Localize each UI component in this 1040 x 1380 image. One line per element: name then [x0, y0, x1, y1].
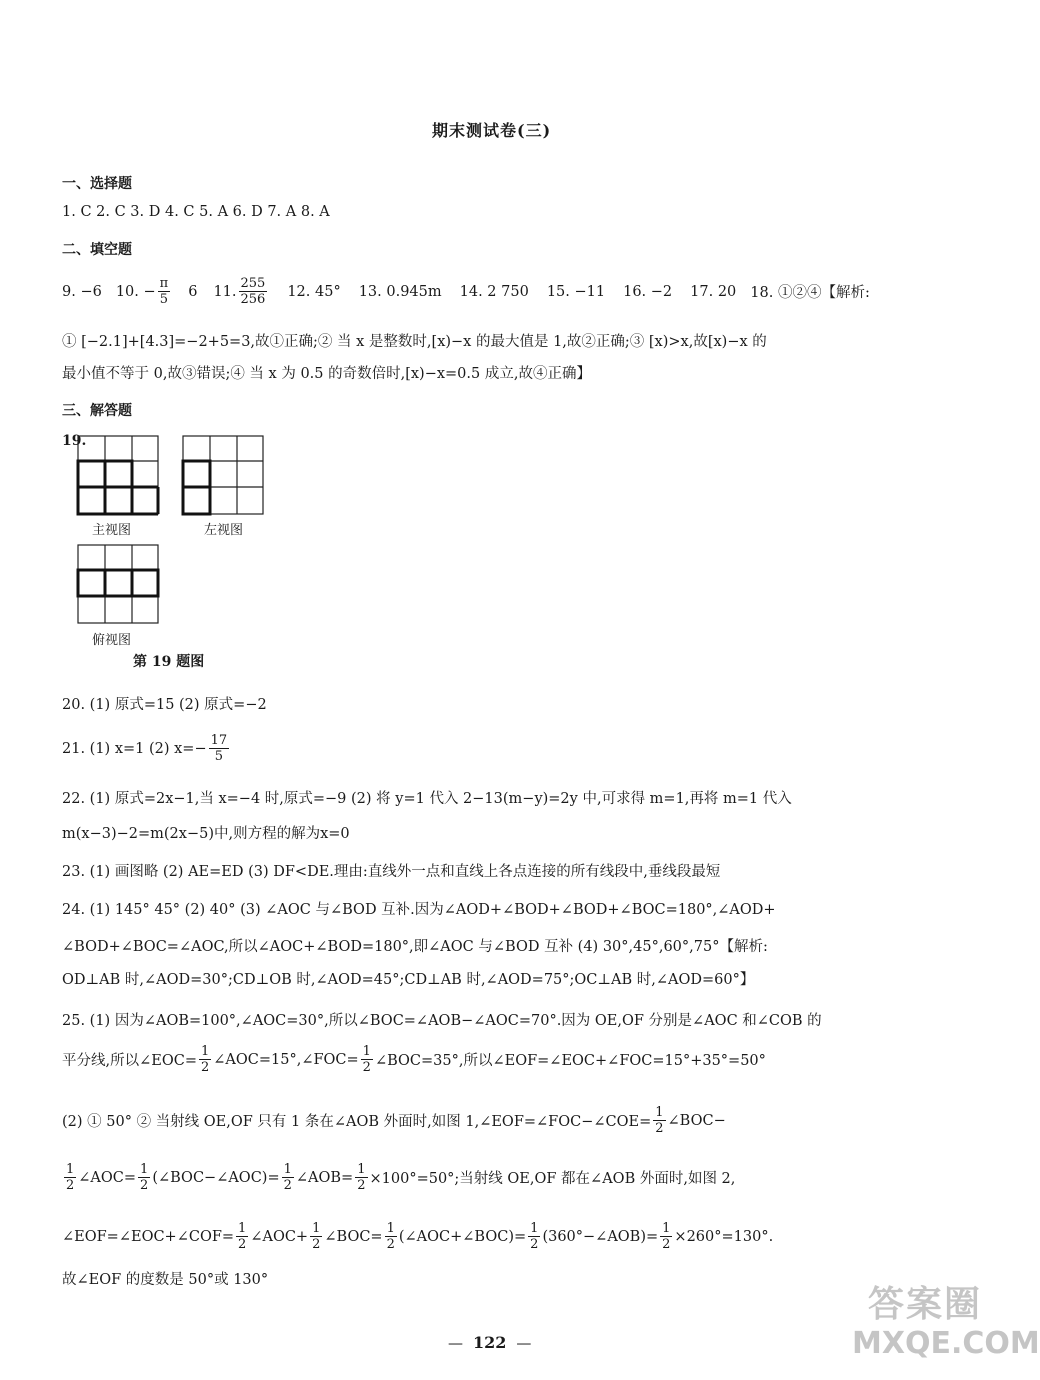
- q25-line-2: [62, 1044, 766, 1075]
- fraction-denominator: 2: [662, 1237, 671, 1252]
- fraction-numerator: π: [159, 276, 169, 291]
- front-view-grid: [77, 435, 161, 515]
- half-fraction: [310, 1221, 322, 1252]
- q20-answer: 20. (1) 原式=15 (2) 原式=−2: [62, 697, 267, 713]
- fill-q17: 17. 20: [690, 283, 737, 300]
- half-fraction: [138, 1162, 150, 1193]
- fill-q12: 12. 45°: [287, 283, 341, 300]
- q24-line-3: OD⊥AB 时,∠AOD=30°;CD⊥OB 时,∠AOD=45°;CD⊥AB 时,∠AOD=75°;OC⊥AB 时,∠AOD=60°】: [62, 972, 755, 988]
- fill-q16: 16. −2: [623, 283, 673, 300]
- page-footer: [448, 1333, 531, 1352]
- fill-q18: 18. ①②④【解析:: [750, 285, 870, 301]
- fraction-denominator: 2: [66, 1178, 75, 1193]
- fraction-numerator: 1: [66, 1162, 75, 1177]
- fraction-denominator: 2: [312, 1237, 321, 1252]
- q24-line-1: 24. (1) 145° 45° (2) 40° (3) ∠AOC 与∠BOD 互补.因为∠AOD+∠BOD+∠BOD+∠BOC=180°,∠AOD+: [62, 902, 776, 918]
- q22-line-1: 22. (1) 原式=2x−1,当 x=−4 时,原式=−9 (2) 将 y=1 代入 2−13(m−y)=2y 中,可求得 m=1,再将 m=1 代入: [62, 791, 792, 807]
- q21-fraction: [209, 733, 230, 764]
- q25-l5-text-b: ∠AOC+: [250, 1228, 309, 1245]
- q25-l5-text-f: ×260°=130°.: [674, 1228, 774, 1245]
- half-fraction: [64, 1162, 76, 1193]
- fraction-denominator: 2: [283, 1178, 292, 1193]
- q25-line-5: [62, 1221, 773, 1252]
- half-fraction: [199, 1044, 211, 1075]
- fraction-denominator: 2: [140, 1178, 149, 1193]
- fraction-numerator: 1: [362, 1044, 371, 1059]
- fill-analysis-line-2: ① [−2.1]+[4.3]=−2+5=3,故①正确;② 当 x 是整数时,[x)−x 的最大值是 1,故②正确;③ [x)>x,故[x)−x 的: [62, 334, 767, 350]
- q24-line-2: ∠BOD+∠BOC=∠AOC,所以∠AOC+∠BOD=180°,即∠AOC 与∠BOD 互补 (4) 30°,45°,60°,75°【解析:: [62, 939, 768, 955]
- q25-line-1: 25. (1) 因为∠AOB=100°,∠AOC=30°,所以∠BOC=∠AOB−∠AOC=70°.因为 OE,OF 分别是∠AOC 和∠COB 的: [62, 1013, 822, 1029]
- half-fraction: [528, 1221, 540, 1252]
- fraction-numerator: 1: [283, 1162, 292, 1177]
- fill-answers-line-1: [62, 276, 870, 307]
- fraction-denominator: 5: [214, 749, 224, 764]
- front-view-caption: 主视图: [92, 523, 132, 538]
- q21-answer: [62, 733, 231, 764]
- fraction-numerator: 255: [240, 276, 266, 291]
- fill-q11: 11.: [213, 283, 237, 300]
- fraction-numerator: 1: [386, 1221, 395, 1236]
- fill-q11-fraction: [239, 276, 268, 307]
- fraction-numerator: 1: [200, 1044, 210, 1059]
- left-view-grid: [182, 435, 266, 515]
- page-title: 期末测试卷(三): [432, 121, 552, 140]
- fraction-denominator: 2: [655, 1121, 664, 1136]
- q25-l3-text-b: ∠BOC−: [667, 1112, 726, 1129]
- fill-analysis-line-3: 最小值不等于 0,故③错误;④ 当 x 为 0.5 的奇数倍时,[x)−x=0.5 成立,故④正确】: [62, 366, 591, 382]
- page-dash-left: —: [448, 1333, 463, 1352]
- fraction-denominator: 2: [200, 1060, 210, 1075]
- q25-line-4: [62, 1162, 735, 1193]
- fraction-numerator: 1: [312, 1221, 321, 1236]
- q23-answer: 23. (1) 画图略 (2) AE=ED (3) DF<DE.理由:直线外一点和直线上各点连接的所有线段中,垂线段最短: [62, 864, 721, 880]
- section-solve-heading: 三、解答题: [62, 403, 132, 419]
- q22-line-2: m(x−3)−2=m(2x−5)中,则方程的解为x=0: [62, 826, 350, 842]
- fraction-numerator: 1: [530, 1221, 539, 1236]
- half-fraction: [385, 1221, 397, 1252]
- section-fill-heading: 二、填空题: [62, 242, 132, 258]
- page-dash-right: —: [516, 1333, 532, 1352]
- half-fraction: [236, 1221, 248, 1252]
- watermark-logo: 答案圈: [868, 1284, 983, 1325]
- q25-l2-text-b: ∠AOC=15°,∠FOC=: [213, 1051, 359, 1068]
- fill-q10-second: 6: [188, 283, 198, 300]
- fraction-numerator: 1: [140, 1162, 149, 1177]
- fraction-denominator: 2: [530, 1237, 539, 1252]
- section-choice-heading: 一、选择题: [62, 176, 132, 192]
- fraction-denominator: 256: [240, 292, 266, 307]
- q19-figure-caption: 第 19 题图: [133, 654, 205, 670]
- fraction-numerator: 1: [238, 1221, 247, 1236]
- choice-answers: 1. C 2. C 3. D 4. C 5. A 6. D 7. A 8. A: [62, 204, 330, 220]
- q25-l4-text-d: ×100°=50°;当射线 OE,OF 都在∠AOB 外面时,如图 2,: [369, 1171, 736, 1187]
- fraction-numerator: 17: [210, 733, 228, 748]
- half-fraction: [361, 1044, 373, 1075]
- fill-q10-fraction: [158, 276, 171, 307]
- fraction-numerator: 1: [655, 1105, 664, 1120]
- fraction-denominator: 2: [362, 1060, 371, 1075]
- q25-l5-text-d: (∠AOC+∠BOC)=: [398, 1228, 527, 1245]
- top-view-grid: [77, 544, 161, 624]
- fraction-denominator: 2: [386, 1237, 395, 1252]
- q25-l5-text-a: ∠EOF=∠EOC+∠COF=: [62, 1228, 235, 1245]
- left-view-caption: 左视图: [204, 523, 244, 538]
- fraction-denominator: 2: [238, 1237, 247, 1252]
- fraction-denominator: 5: [159, 292, 169, 307]
- half-fraction: [355, 1162, 367, 1193]
- fraction-numerator: 1: [357, 1162, 366, 1177]
- fraction-denominator: 2: [357, 1178, 366, 1193]
- half-fraction: [282, 1162, 294, 1193]
- top-view-caption: 俯视图: [92, 633, 132, 648]
- fill-q10: 10. −: [115, 283, 156, 300]
- fill-q9: 9. −6: [62, 283, 102, 300]
- q25-l3-text-a: (2) ① 50° ② 当射线 OE,OF 只有 1 条在∠AOB 外面时,如图 1,∠EOF=∠FOC−∠COE=: [62, 1114, 652, 1130]
- watermark-url: MXQE.COM: [852, 1326, 1040, 1361]
- q25-l4-text-a: ∠AOC=: [78, 1169, 137, 1186]
- q25-l2-text-a: 平分线,所以∠EOC=: [62, 1053, 197, 1069]
- fill-q14: 14. 2 750: [459, 283, 529, 300]
- page-number: 122: [473, 1333, 507, 1352]
- q25-l5-text-c: ∠BOC=: [324, 1228, 383, 1245]
- q25-line-6: 故∠EOF 的度数是 50°或 130°: [62, 1272, 269, 1288]
- fraction-numerator: 1: [662, 1221, 671, 1236]
- fill-q13: 13. 0.945m: [358, 283, 442, 300]
- q25-line-3: [62, 1105, 726, 1136]
- q25-l4-text-c: ∠AOB=: [295, 1169, 354, 1186]
- q25-l5-text-e: (360°−∠AOB)=: [542, 1228, 659, 1245]
- q25-l4-text-b: (∠BOC−∠AOC)=: [152, 1169, 280, 1186]
- half-fraction: [660, 1221, 672, 1252]
- q25-l2-text-c: ∠BOC=35°,所以∠EOF=∠EOC+∠FOC=15°+35°=50°: [374, 1053, 766, 1069]
- q21-text: 21. (1) x=1 (2) x=−: [62, 740, 207, 757]
- half-fraction: [653, 1105, 665, 1136]
- q19-label: 19.: [62, 433, 87, 449]
- fill-q15: 15. −11: [546, 283, 606, 300]
